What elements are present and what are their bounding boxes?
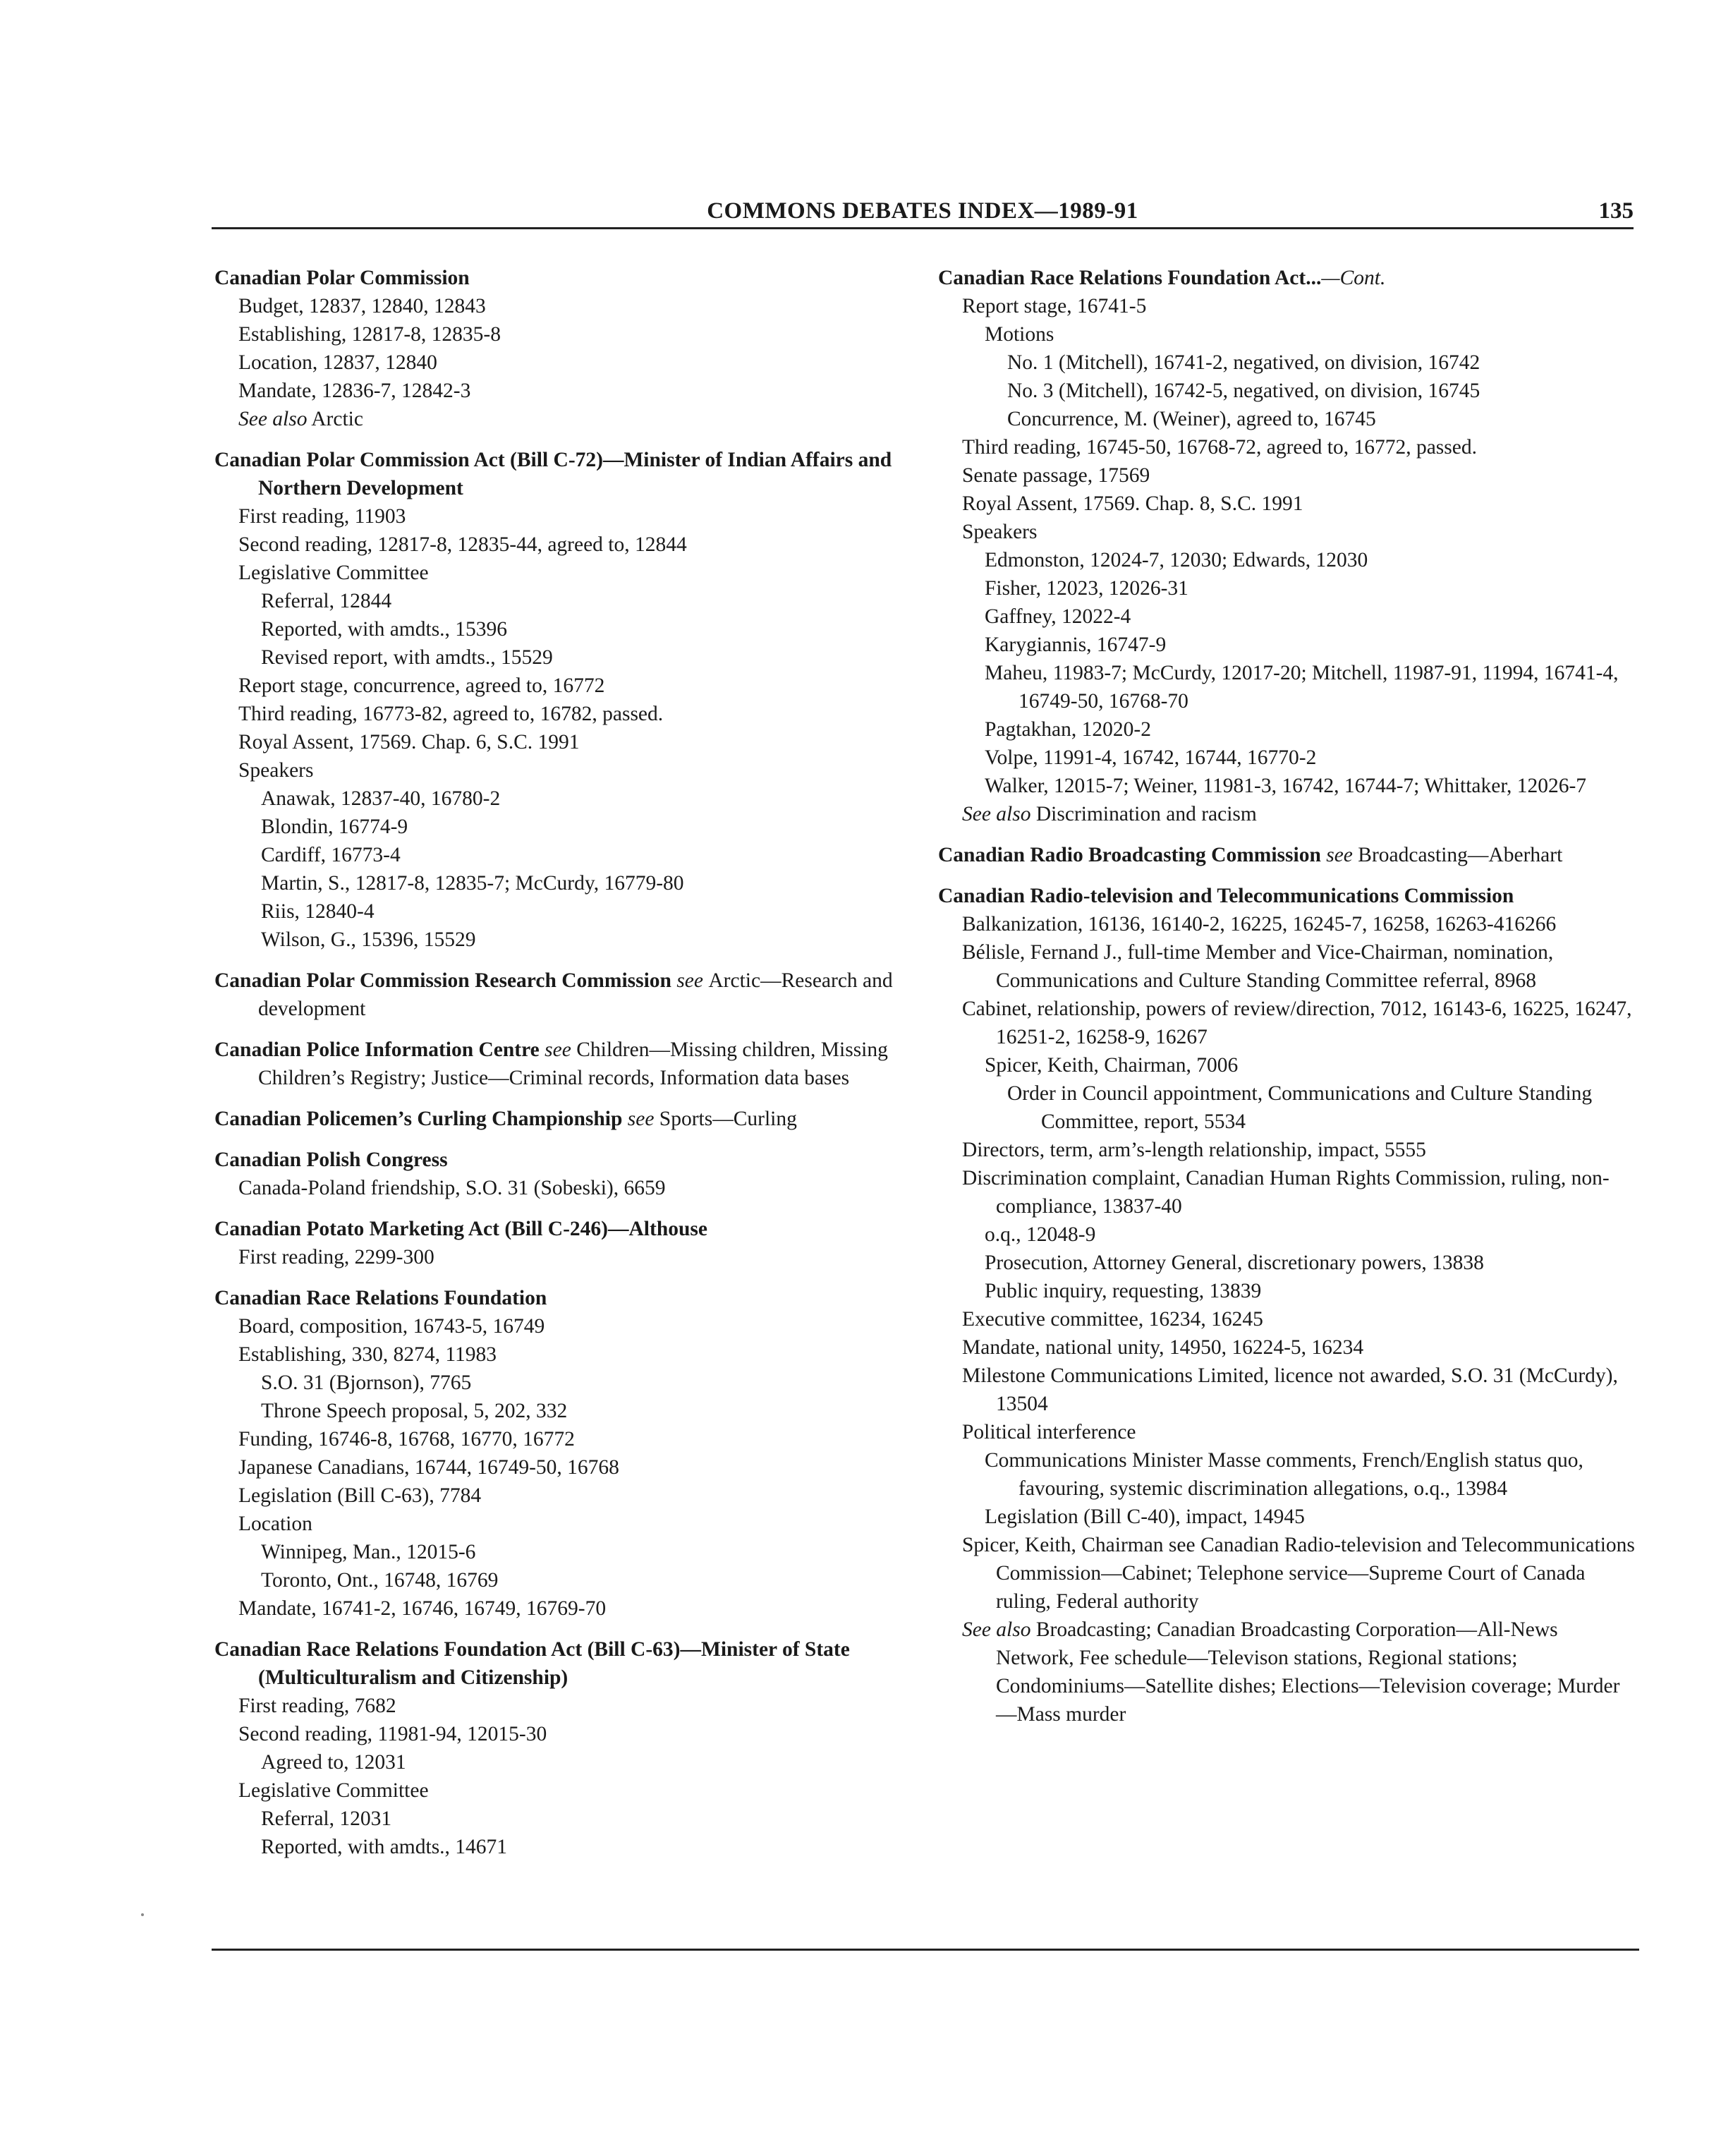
subentry-line	[214, 1312, 913, 1340]
subentry-line	[938, 659, 1636, 715]
subentry-text: Volpe, 11991-4, 16742, 16744, 16770-2	[985, 746, 1317, 769]
subentry-line	[214, 1340, 913, 1369]
subentry-text: Revised report, with amdts., 15529	[261, 646, 553, 669]
subentry-text: S.O. 31 (Bjornson), 7765	[261, 1371, 472, 1394]
subentry-text: Winnipeg, Man., 12015-6	[261, 1541, 476, 1563]
subentry-line	[214, 1566, 913, 1594]
subentry-text: Pagtakhan, 12020-2	[985, 718, 1151, 741]
subentry-text: Fisher, 12023, 12026-31	[985, 577, 1188, 600]
subentry-text: Speakers	[962, 521, 1038, 543]
subentry-text: Motions	[985, 323, 1054, 346]
subentry-line	[214, 1453, 913, 1482]
see-reference-word: see	[545, 1038, 571, 1061]
subentry-text: Canada-Poland friendship, S.O. 31 (Sobeski), 6659	[238, 1177, 666, 1199]
subentry-text: Spicer, Keith, Chairman, 7006	[985, 1054, 1239, 1077]
subentry-line	[214, 502, 913, 531]
entry-heading	[214, 1284, 913, 1312]
subentry-line	[214, 926, 913, 954]
index-entry	[214, 1215, 913, 1271]
subentry-text: First reading, 11903	[238, 505, 406, 528]
subentry-line	[938, 1418, 1636, 1446]
subentry-text: Report stage, concurrence, agreed to, 16772	[238, 674, 605, 697]
entry-heading	[938, 882, 1636, 910]
scan-speck	[141, 1913, 144, 1916]
subentry-line	[214, 1369, 913, 1397]
subentry-line	[938, 574, 1636, 602]
subentry-text: Broadcasting; Canadian Broadcasting Corporation—All-News Network, Fee schedule—Televison stations, Regional stations; Condominiums—Satellite dishes; Elections—Television coverage; Murder—Mass murder	[996, 1618, 1620, 1726]
header-rule	[212, 227, 1634, 229]
index-entry	[214, 1284, 913, 1623]
subentry-text: Gaffney, 12022-4	[985, 605, 1131, 628]
subentry-line	[938, 1333, 1636, 1362]
subentry-text: Royal Assent, 17569. Chap. 6, S.C. 1991	[238, 731, 580, 753]
subentry-line	[938, 1249, 1636, 1277]
see-reference-target: Broadcasting—Aberhart	[1358, 844, 1563, 866]
subentry-text: Establishing, 330, 8274, 11983	[238, 1343, 497, 1366]
running-head: COMMONS DEBATES INDEX—1989-91	[707, 198, 1138, 224]
subentry-line	[214, 728, 913, 756]
subentry-line	[938, 349, 1636, 377]
entry-heading-text: Canadian Polar Commission	[214, 267, 470, 289]
subentry-text: Bélisle, Fernand J., full-time Member and Vice-Chairman, nomination, Communications and Culture Standing Committee referral, 8968	[962, 941, 1554, 992]
page-header	[212, 193, 1634, 229]
subentry-text: Riis, 12840-4	[261, 900, 375, 923]
subentry-text: Prosecution, Attorney General, discretionary powers, 13838	[985, 1252, 1484, 1274]
subentry-line	[938, 490, 1636, 518]
subentry-text: Legislative Committee	[238, 1779, 429, 1802]
subentry-text: Establishing, 12817-8, 12835-8	[238, 323, 501, 346]
subentry-text: Arctic	[307, 408, 363, 430]
continued-marker: —Cont.	[1321, 267, 1386, 289]
subentry-text: Cardiff, 16773-4	[261, 844, 401, 866]
entry-heading	[214, 264, 913, 292]
subentry-line	[938, 461, 1636, 490]
see-reference-word: see	[627, 1108, 655, 1130]
see-also-label: See also	[238, 408, 308, 430]
subentry-line	[938, 1277, 1636, 1305]
subentry-line	[214, 869, 913, 897]
subentry-line	[938, 1503, 1636, 1531]
subentry-text: Discrimination and racism	[1030, 803, 1257, 825]
subentry-line	[938, 433, 1636, 461]
subentry-line	[214, 1174, 913, 1202]
entry-heading-text: Canadian Police Information Centre	[214, 1038, 540, 1061]
subentry-line	[214, 377, 913, 405]
index-entry	[214, 1036, 913, 1092]
subentry-text: Referral, 12031	[261, 1807, 392, 1830]
subentry-text: Report stage, 16741-5	[962, 295, 1147, 317]
subentry-line	[938, 631, 1636, 659]
subentry-text: o.q., 12048-9	[985, 1223, 1096, 1246]
subentry-text: Blondin, 16774-9	[261, 816, 408, 838]
entry-heading-text: Canadian Race Relations Foundation	[214, 1287, 547, 1309]
subentry-text: Legislative Committee	[238, 562, 429, 584]
entry-heading	[214, 967, 913, 1023]
subentry-text: Wilson, G., 15396, 15529	[261, 928, 476, 951]
index-entry	[214, 446, 913, 954]
subentry-line	[214, 897, 913, 926]
subentry-line	[214, 405, 913, 433]
subentry-text: Mandate, national unity, 14950, 16224-5, 16234	[962, 1336, 1364, 1359]
entry-heading-text: Canadian Polish Congress	[214, 1149, 448, 1171]
subentry-line	[214, 1243, 913, 1271]
subentry-text: Executive committee, 16234, 16245	[962, 1308, 1263, 1331]
subentry-line	[938, 1531, 1636, 1616]
subentry-text: Order in Council appointment, Communications and Culture Standing Committee, report, 5534	[1007, 1082, 1593, 1133]
left-column	[214, 264, 913, 1874]
subentry-text: First reading, 7682	[238, 1695, 396, 1717]
subentry-text: Reported, with amdts., 14671	[261, 1836, 508, 1858]
see-reference-target: Arctic—Research and development	[258, 969, 893, 1020]
subentry-line	[938, 995, 1636, 1051]
index-entry	[938, 841, 1636, 869]
subentry-text: Walker, 12015-7; Weiner, 11981-3, 16742, 16744-7; Whittaker, 12026-7	[985, 775, 1587, 797]
subentry-line	[214, 1692, 913, 1720]
footer-rule	[212, 1949, 1639, 1951]
subentry-line	[214, 615, 913, 643]
subentry-line	[214, 1538, 913, 1566]
subentry-text: Location, 12837, 12840	[238, 351, 437, 374]
subentry-text: Japanese Canadians, 16744, 16749-50, 16768	[238, 1456, 619, 1479]
subentry-text: Legislation (Bill C-63), 7784	[238, 1484, 482, 1507]
subentry-text: Martin, S., 12817-8, 12835-7; McCurdy, 16779-80	[261, 872, 684, 895]
subentry-line	[938, 405, 1636, 433]
subentry-text: Edmonston, 12024-7, 12030; Edwards, 12030	[985, 549, 1368, 571]
entry-heading	[214, 1105, 913, 1133]
subentry-line	[214, 700, 913, 728]
see-reference-word: see	[676, 969, 703, 992]
subentry-line	[938, 602, 1636, 631]
subentry-line	[938, 1446, 1636, 1503]
subentry-line	[214, 1720, 913, 1748]
subentry-text: Royal Assent, 17569. Chap. 8, S.C. 1991	[962, 492, 1303, 515]
subentry-line	[214, 1805, 913, 1833]
index-entry	[214, 1146, 913, 1202]
subentry-line	[938, 938, 1636, 995]
subentry-text: Senate passage, 17569	[962, 464, 1150, 487]
subentry-line	[938, 1164, 1636, 1221]
subentry-line	[214, 1482, 913, 1510]
entry-heading-text: Canadian Radio-television and Telecommunications Commission	[938, 885, 1514, 907]
index-entry	[214, 1105, 913, 1133]
entry-heading-text: Canadian Race Relations Foundation Act (Bill C-63)—Minister of State (Multiculturalism and Citizenship)	[214, 1638, 850, 1689]
subentry-line	[214, 559, 913, 587]
subentry-line	[938, 1362, 1636, 1418]
subentry-text: Board, composition, 16743-5, 16749	[238, 1315, 545, 1338]
see-reference-word: see	[1326, 844, 1353, 866]
entry-heading-text: Canadian Race Relations Foundation Act...	[938, 267, 1322, 289]
see-reference-target: Sports—Curling	[659, 1108, 797, 1130]
subentry-text: Reported, with amdts., 15396	[261, 618, 508, 641]
subentry-line	[214, 531, 913, 559]
subentry-text: Second reading, 11981-94, 12015-30	[238, 1723, 547, 1745]
subentry-text: Speakers	[238, 759, 314, 782]
subentry-line	[214, 349, 913, 377]
subentry-text: First reading, 2299-300	[238, 1246, 434, 1268]
subentry-line	[938, 1221, 1636, 1249]
subentry-line	[938, 320, 1636, 349]
subentry-text: Mandate, 12836-7, 12842-3	[238, 380, 471, 402]
subentry-text: Legislation (Bill C-40), impact, 14945	[985, 1506, 1305, 1528]
subentry-line	[214, 813, 913, 841]
subentry-line	[938, 715, 1636, 744]
subentry-text: Cabinet, relationship, powers of review/direction, 7012, 16143-6, 16225, 16247, 16251-2, 16258-9, 16267	[962, 998, 1632, 1048]
index-entry	[214, 967, 913, 1023]
subentry-line	[214, 785, 913, 813]
subentry-text: Karygiannis, 16747-9	[985, 634, 1167, 656]
entry-heading	[214, 1635, 913, 1692]
index-entry	[214, 264, 913, 433]
entry-heading	[938, 264, 1636, 292]
subentry-text: Public inquiry, requesting, 13839	[985, 1280, 1262, 1302]
subentry-text: No. 1 (Mitchell), 16741-2, negatived, on division, 16742	[1007, 351, 1480, 374]
subentry-text: Maheu, 11983-7; McCurdy, 12017-20; Mitchell, 11987-91, 11994, 16741-4, 16749-50, 16768-70	[985, 662, 1619, 713]
subentry-text: Political interference	[962, 1421, 1136, 1443]
see-also-label: See also	[962, 1618, 1031, 1641]
subentry-line	[214, 587, 913, 615]
entry-heading	[214, 1036, 913, 1092]
subentry-line	[938, 1079, 1636, 1136]
subentry-line	[214, 643, 913, 672]
entry-heading-text: Canadian Policemen’s Curling Championship	[214, 1108, 623, 1130]
subentry-text: Balkanization, 16136, 16140-2, 16225, 16245-7, 16258, 16263-416266	[962, 913, 1557, 935]
subentry-text: Concurrence, M. (Weiner), agreed to, 16745	[1007, 408, 1376, 430]
subentry-line	[938, 377, 1636, 405]
right-column	[938, 264, 1636, 1741]
see-also-label: See also	[962, 803, 1031, 825]
subentry-text: Funding, 16746-8, 16768, 16770, 16772	[238, 1428, 575, 1451]
subentry-line	[214, 1833, 913, 1861]
entry-heading-text: Canadian Potato Marketing Act (Bill C-246)—Althouse	[214, 1218, 707, 1240]
subentry-line	[938, 292, 1636, 320]
entry-heading	[214, 446, 913, 502]
subentry-line	[214, 1397, 913, 1425]
subentry-line	[214, 1776, 913, 1805]
subentry-line	[214, 1594, 913, 1623]
subentry-line	[214, 756, 913, 785]
entry-heading	[214, 1146, 913, 1174]
entry-heading	[938, 841, 1636, 869]
subentry-line	[938, 518, 1636, 546]
entry-heading	[214, 1215, 913, 1243]
subentry-line	[214, 292, 913, 320]
subentry-text: Directors, term, arm’s-length relationship, impact, 5555	[962, 1139, 1426, 1161]
subentry-line	[938, 1305, 1636, 1333]
subentry-text: Milestone Communications Limited, licence not awarded, S.O. 31 (McCurdy), 13504	[962, 1364, 1618, 1415]
entry-heading-text: Canadian Radio Broadcasting Commission	[938, 844, 1321, 866]
subentry-line	[214, 1425, 913, 1453]
subentry-text: Discrimination complaint, Canadian Human Rights Commission, ruling, non-compliance, 13837-40	[962, 1167, 1610, 1218]
subentry-line	[214, 320, 913, 349]
index-entry	[214, 1635, 913, 1861]
index-entry	[938, 264, 1636, 828]
see-reference-target: Children—Missing children, Missing Children’s Registry; Justice—Criminal records, Information data bases	[258, 1038, 888, 1089]
subentry-text: Spicer, Keith, Chairman see Canadian Radio-television and Telecommunications Commission—Cabinet; Telephone service—Supreme Court of Canada ruling, Federal authority	[962, 1534, 1635, 1613]
entry-heading-text: Canadian Polar Commission Research Commission	[214, 969, 671, 992]
subentry-text: Anawak, 12837-40, 16780-2	[261, 787, 501, 810]
subentry-text: Budget, 12837, 12840, 12843	[238, 295, 486, 317]
subentry-line	[938, 772, 1636, 800]
page-number: 135	[1598, 198, 1634, 224]
subentry-text: Toronto, Ont., 16748, 16769	[261, 1569, 499, 1592]
subentry-line	[214, 672, 913, 700]
subentry-text: Agreed to, 12031	[261, 1751, 406, 1774]
subentry-line	[214, 1748, 913, 1776]
subentry-line	[938, 1051, 1636, 1079]
subentry-line	[214, 841, 913, 869]
subentry-line	[214, 1510, 913, 1538]
subentry-line	[938, 1616, 1636, 1728]
subentry-line	[938, 1136, 1636, 1164]
subentry-text: Throne Speech proposal, 5, 202, 332	[261, 1400, 568, 1422]
subentry-text: Third reading, 16773-82, agreed to, 16782, passed.	[238, 703, 664, 725]
subentry-text: Third reading, 16745-50, 16768-72, agreed to, 16772, passed.	[962, 436, 1477, 459]
subentry-text: Mandate, 16741-2, 16746, 16749, 16769-70	[238, 1597, 607, 1620]
subentry-text: No. 3 (Mitchell), 16742-5, negatived, on division, 16745	[1007, 380, 1480, 402]
subentry-text: Location	[238, 1513, 312, 1535]
subentry-line	[938, 546, 1636, 574]
subentry-text: Second reading, 12817-8, 12835-44, agreed to, 12844	[238, 533, 687, 556]
entry-heading-text: Canadian Polar Commission Act (Bill C-72)—Minister of Indian Affairs and Northern Development	[214, 449, 892, 499]
subentry-text: Referral, 12844	[261, 590, 392, 612]
subentry-line	[938, 800, 1636, 828]
subentry-text: Communications Minister Masse comments, French/English status quo, favouring, systemic discrimination allegations, o.q., 13984	[985, 1449, 1583, 1500]
subentry-line	[938, 744, 1636, 772]
index-entry	[938, 882, 1636, 1728]
subentry-line	[938, 910, 1636, 938]
